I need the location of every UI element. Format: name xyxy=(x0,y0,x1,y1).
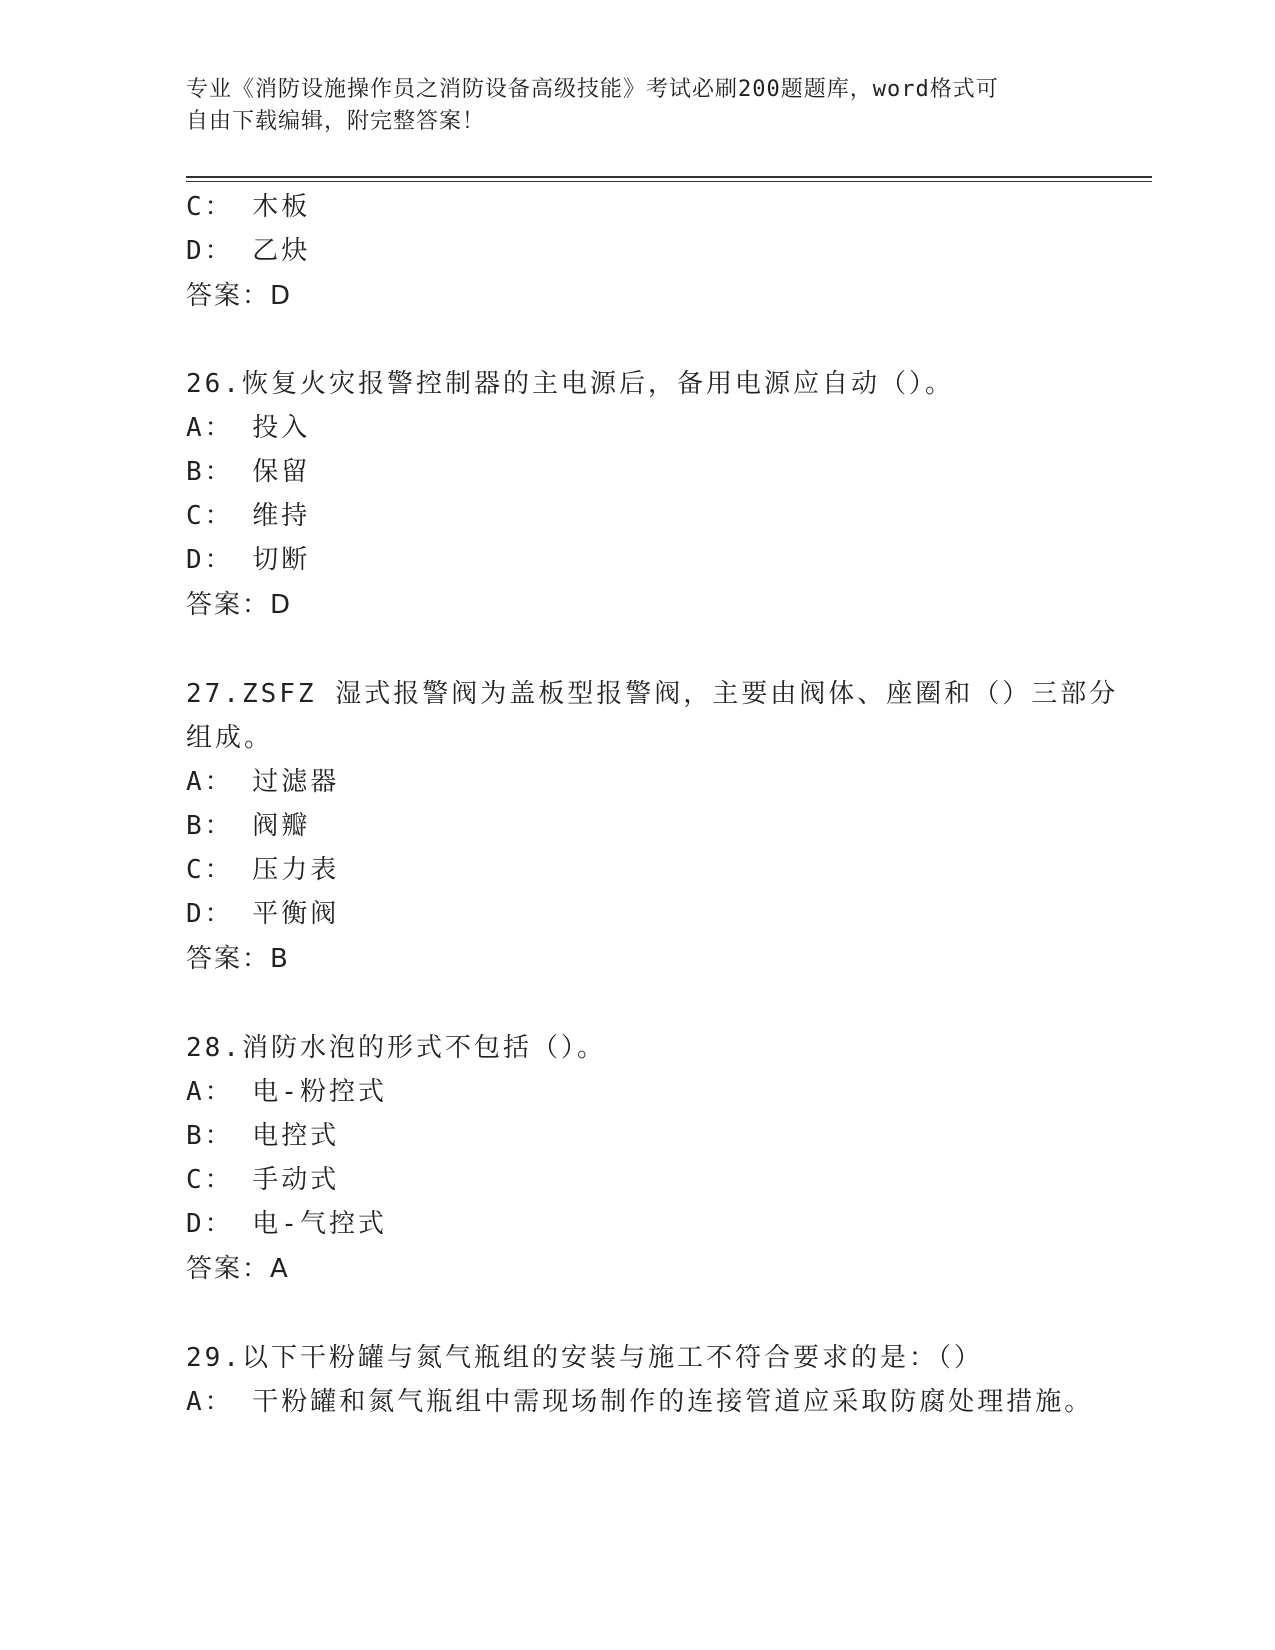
option-c: C： 手动式 xyxy=(186,1165,340,1195)
option-d: D： 平衡阀 xyxy=(186,899,340,929)
question-26-text: 26.恢复火灾报警控制器的主电源后，备用电源应自动（）。 xyxy=(186,369,954,399)
answer-line: 答案：A xyxy=(186,1254,290,1284)
option-b: B： 保留 xyxy=(186,457,311,487)
question-29-text: 29.以下干粉罐与氮气瓶组的安装与施工不符合要求的是：（） xyxy=(186,1343,983,1373)
header-line-2: 自由下载编辑，附完整答案！ xyxy=(186,109,486,134)
option-a: A： 投入 xyxy=(186,413,311,443)
option-c: C： 木板 xyxy=(186,192,311,222)
question-28-text: 28.消防水泡的形式不包括（）。 xyxy=(186,1033,606,1063)
question-27-text: 27.ZSFZ 湿式报警阀为盖板型报警阀，主要由阀体、座圈和（）三部分 xyxy=(186,679,1119,709)
answer-line: 答案：D xyxy=(186,281,293,311)
option-c: C： 维持 xyxy=(186,501,311,531)
option-d: D： 电-气控式 xyxy=(186,1209,387,1239)
option-a: A： 过滤器 xyxy=(186,767,340,797)
document-header xyxy=(186,74,1066,138)
option-a: A： 干粉罐和氮气瓶组中需现场制作的连接管道应采取防腐处理措施。 xyxy=(186,1387,1094,1417)
header-divider-thin xyxy=(186,181,1152,182)
answer-line: 答案：B xyxy=(186,944,290,974)
header-line-1: 专业《消防设施操作员之消防设备高级技能》考试必刷200题题库，word格式可 xyxy=(186,77,999,102)
option-b: B： 电控式 xyxy=(186,1121,340,1151)
answer-line: 答案：D xyxy=(186,590,293,620)
option-d: D： 乙炔 xyxy=(186,236,311,266)
question-27-text-cont: 组成。 xyxy=(186,723,274,753)
option-b: B： 阀瓣 xyxy=(186,811,311,841)
option-c: C： 压力表 xyxy=(186,855,340,885)
header-divider-thick xyxy=(186,176,1152,178)
option-a: A： 电-粉控式 xyxy=(186,1077,387,1107)
option-d: D： 切断 xyxy=(186,545,311,575)
